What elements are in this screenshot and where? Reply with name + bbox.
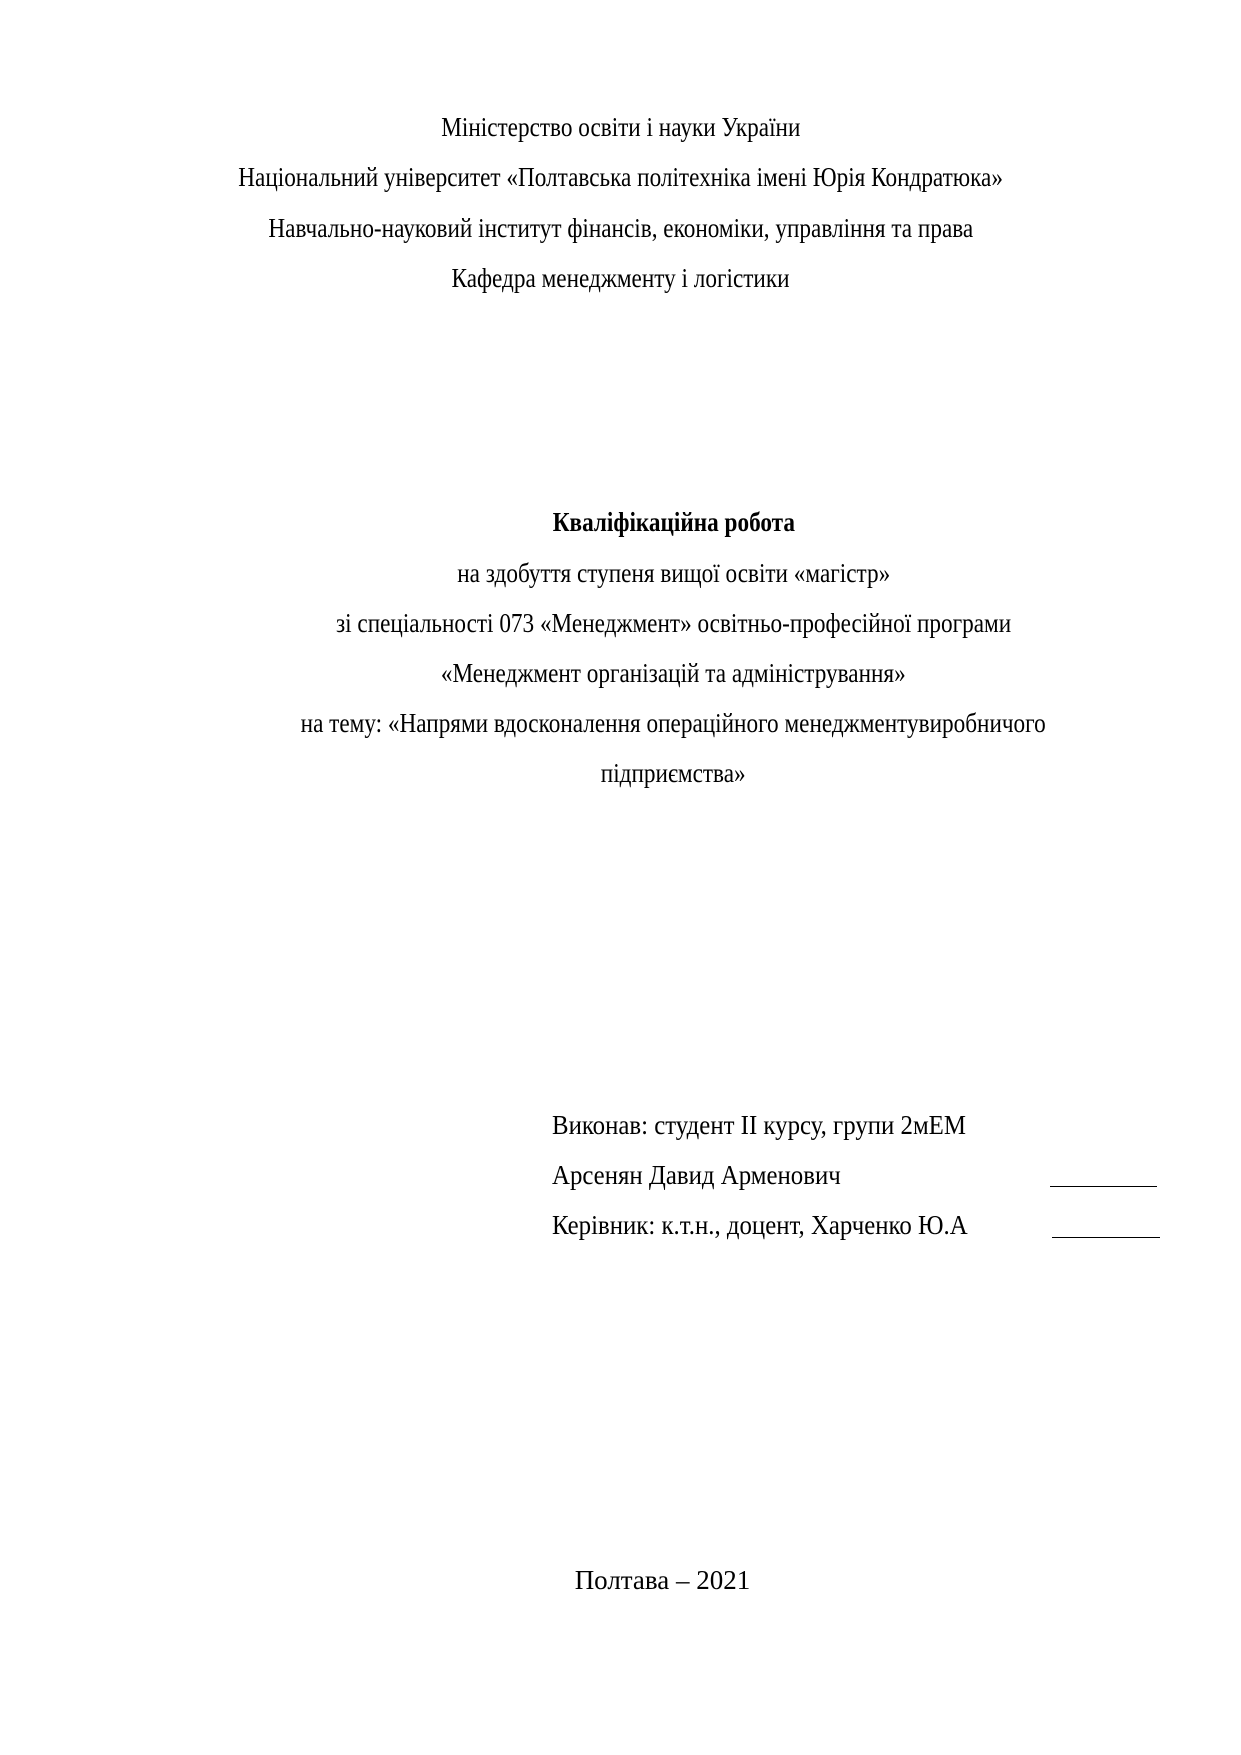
institute-line xyxy=(0,212,1241,244)
specialty-text: зі спеціальності 073 «Менеджмент» освітньо-професійної програми xyxy=(335,608,1012,638)
degree-line xyxy=(53,557,1241,589)
topic-text-2: підприємства» xyxy=(601,758,746,788)
institute-text: Навчально-науковий інститут фінансів, економіки, управління та права xyxy=(268,213,973,243)
student-name-text: Арсенян Давид Арменович xyxy=(552,1160,841,1190)
city-year-line xyxy=(0,1564,1241,1596)
university-text: Національний університет «Полтавська політехніка імені Юрія Кондратюка» xyxy=(238,162,1003,192)
topic-text-1: на тему: «Напрями вдосконалення операційного менеджментувиробничого xyxy=(300,708,1047,738)
supervisor-text: Керівник: к.т.н., доцент, Харченко Ю.А xyxy=(552,1210,968,1240)
supervisor-line xyxy=(552,1209,1004,1241)
topic-line-1 xyxy=(53,707,1241,739)
specialty-line xyxy=(53,607,1241,639)
topic-line-2 xyxy=(53,757,1241,789)
ministry-text: Міністерство освіти і науки України xyxy=(440,112,801,142)
university-line xyxy=(0,161,1241,193)
work-title-line xyxy=(53,506,1241,538)
performed-by-line xyxy=(552,1109,1002,1141)
performed-by-text: Виконав: студент ІІ курсу, групи 2мЕМ xyxy=(552,1110,966,1140)
department-text: Кафедра менеджменту і логістики xyxy=(451,263,790,293)
city-year-text: Полтава – 2021 xyxy=(574,1565,751,1595)
department-line xyxy=(0,262,1241,294)
degree-text: на здобуття ступеня вищої освіти «магістр» xyxy=(457,558,890,588)
program-text: «Менеджмент організацій та адміністрування» xyxy=(441,658,906,688)
supervisor-signature-line xyxy=(1052,1237,1160,1238)
student-name-line xyxy=(552,1159,866,1191)
work-title: Кваліфікаційна робота xyxy=(552,507,795,537)
ministry-line xyxy=(0,111,1241,143)
program-line xyxy=(53,657,1241,689)
student-signature-line xyxy=(1050,1186,1157,1187)
